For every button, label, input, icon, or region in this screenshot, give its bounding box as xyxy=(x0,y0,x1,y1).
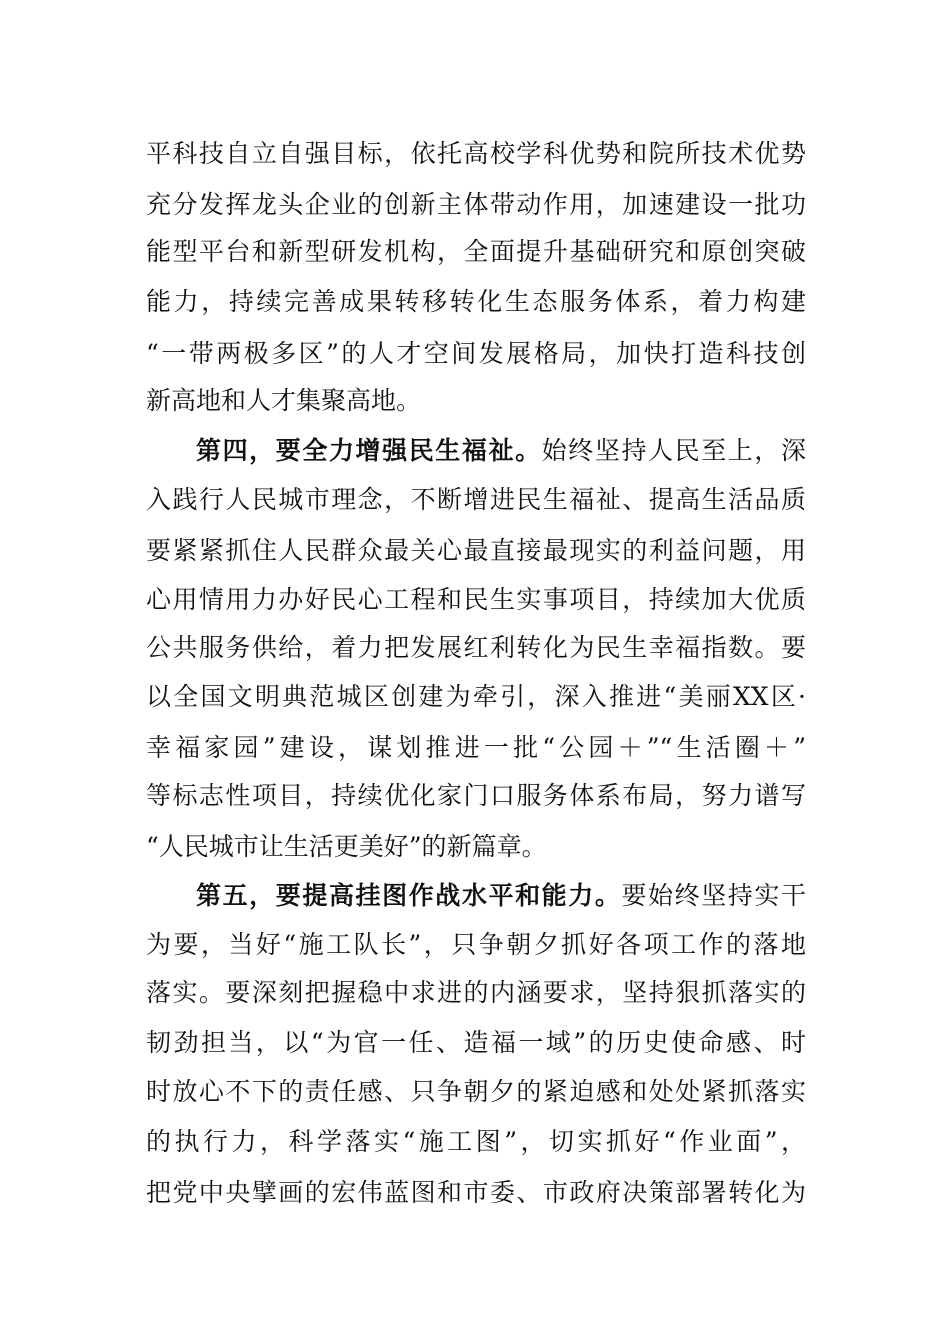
text-line: 韧劲担当，以“为官一任、造福一域”的历史使命感、时 xyxy=(146,1028,806,1057)
text-line: 能型平台和新型研发机构，全面提升基础研究和原创突破 xyxy=(146,237,806,266)
text-line: 新高地和人才集聚高地。 xyxy=(146,386,422,415)
section-heading: 第五，要提高挂图作战水平和能力。 xyxy=(196,881,622,910)
text-line: 能力，持续完善成果转移转化生态服务体系，着力构建 xyxy=(146,287,806,316)
text-span: 始终坚持人民至上，深 xyxy=(541,436,806,465)
paragraph-first-line xyxy=(196,431,806,471)
section-heading: 第四，要全力增强民生福祉。 xyxy=(196,436,542,465)
text-line: “一带两极多区”的人才空间发展格局，加快打造科技创 xyxy=(146,339,806,368)
text-line: 要紧紧抓住人民群众最关心最直接最现实的利益问题，用 xyxy=(146,536,806,565)
text-line: 充分发挥龙头企业的创新主体带动作用，加速建设一批功 xyxy=(146,190,806,219)
text-line: 把党中央擘画的宏伟蓝图和市委、市政府决策部署转化为 xyxy=(146,1178,806,1207)
text-line: 时放心不下的责任感、只争朝夕的紧迫感和处处紧抓落实 xyxy=(146,1077,806,1106)
text-line: 等标志性项目，持续优化家门口服务体系布局，努力谱写 xyxy=(146,781,806,810)
text-line: 落实。要深刻把握稳中求进的内涵要求，坚持狠抓落实的 xyxy=(146,978,806,1007)
text-line: 平科技自立自强目标，依托高校学科优势和院所技术优势 xyxy=(146,139,806,168)
text-line: 入践行人民城市理念，不断增进民生福祉、提高生活品质 xyxy=(146,485,806,514)
text-line: 为要，当好“施工队长”，只争朝夕抓好各项工作的落地 xyxy=(146,930,806,959)
text-line: 以全国文明典范城区创建为牵引，深入推进“美丽XX区· xyxy=(146,682,806,711)
text-span: 要始终坚持实干 xyxy=(621,881,806,910)
text-line: 心用情用力办好民心工程和民生实事项目，持续加大优质 xyxy=(146,585,806,614)
text-line: 幸福家园”建设，谋划推进一批“公园＋”“生活圈＋” xyxy=(146,733,806,762)
text-line: “人民城市让生活更美好”的新篇章。 xyxy=(146,832,547,861)
text-line: 公共服务供给，着力把发展红利转化为民生幸福指数。要 xyxy=(146,633,806,662)
text-line: 的执行力，科学落实“施工图”，切实抓好“作业面”， xyxy=(146,1127,806,1156)
paragraph-first-line xyxy=(196,876,806,916)
